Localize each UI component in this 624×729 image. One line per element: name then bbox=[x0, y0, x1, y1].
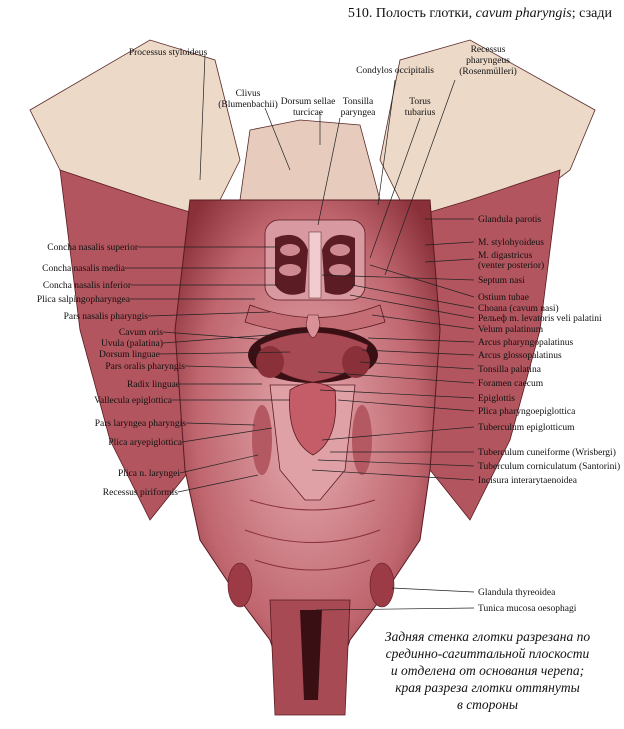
label-plica-n-laryngei: Plica n. laryngei bbox=[118, 469, 180, 479]
label-uvula: Uvula (palatina) bbox=[101, 339, 163, 349]
label-tunica-mucosa-oesophagi: Tunica mucosa oesophagi bbox=[478, 604, 577, 614]
label-concha-media: Concha nasalis media bbox=[42, 264, 125, 274]
label-cavum-oris: Cavum oris bbox=[118, 328, 163, 338]
label-pharyngeus: pharyngeus bbox=[466, 56, 510, 66]
label-processus-styloideus: Processus styloideus bbox=[128, 48, 208, 58]
label-m-stylohyoideus: M. stylohyoideus bbox=[478, 238, 544, 248]
label-tonsilla: Tonsilla bbox=[342, 97, 374, 107]
label-plica-pharyngoepiglottica: Plica pharyngoepiglottica bbox=[478, 407, 576, 417]
turbinate-left-1 bbox=[280, 244, 300, 256]
label-pars-oralis: Pars oralis pharyngis bbox=[105, 362, 185, 372]
tonsil-right bbox=[342, 346, 370, 378]
turbinate-right-1 bbox=[330, 244, 350, 256]
label-tuberculum-epiglotticum: Tuberculum epiglotticum bbox=[478, 423, 575, 433]
label-pars-nasalis: Pars nasalis pharyngis bbox=[63, 312, 148, 322]
label-dorsum-linguae: Dorsum linguae bbox=[99, 350, 160, 360]
label-concha-superior: Concha nasalis superior bbox=[47, 243, 138, 253]
label-pars-laryngea: Pars laryngea pharyngis bbox=[94, 419, 186, 429]
label-velum-palatinum: Velum palatinum bbox=[478, 325, 544, 335]
label-turcicae: turcicae bbox=[292, 108, 324, 118]
label-radix-linguae: Radix linguae bbox=[126, 380, 180, 390]
label-tonsilla-palatina: Tonsilla palatina bbox=[478, 365, 541, 375]
caption-line: в стороны bbox=[456, 697, 519, 712]
label-paryngea: paryngea bbox=[340, 108, 376, 118]
label-tuberculum-cuneiforme: Tuberculum cuneiforme (Wrisbergi) bbox=[478, 448, 616, 458]
skull-base-left bbox=[30, 40, 240, 220]
figure-number: 510. bbox=[347, 6, 373, 21]
label-choana: Choana (cavum nasi) bbox=[478, 304, 559, 314]
label-septum-nasi: Septum nasi bbox=[478, 276, 525, 286]
tonsil-left bbox=[256, 346, 284, 378]
label-condylos-occipitalis: Condylos occipitalis bbox=[356, 66, 434, 76]
label-ostium-tubae: Ostium tubae bbox=[478, 293, 529, 303]
figure-title-tail: ; сзади bbox=[571, 6, 612, 21]
label-incisura-interarytaenoidea: Incisura interarytaenoidea bbox=[478, 476, 577, 486]
label-plica-aryepiglottica: Plica aryepiglottica bbox=[108, 438, 182, 448]
label-tuberculum-corniculatum: Tuberculum corniculatum (Santorini) bbox=[478, 462, 621, 472]
label-tubarius: tubarius bbox=[404, 108, 436, 118]
label-recessus-piriformis: Recessus piriformis bbox=[102, 488, 178, 498]
label-relief-levatoris: Рельеф m. levatoris veli palatini bbox=[478, 314, 602, 324]
figure-title-ru: Полость глотки, bbox=[375, 6, 473, 21]
thyroid-left bbox=[228, 563, 252, 607]
label-clivus: Clivus bbox=[235, 89, 261, 99]
piriform-left bbox=[252, 405, 272, 475]
label-arcus-glossopalatinus: Arcus glossopalatinus bbox=[478, 351, 562, 361]
nasal-septum bbox=[309, 232, 321, 298]
figure-caption bbox=[360, 628, 615, 713]
label-epiglottis: Epiglottis bbox=[478, 394, 515, 404]
thyroid-right bbox=[370, 563, 394, 607]
label-glandula-thyreoidea: Glandula thyreoidea bbox=[478, 588, 556, 598]
label-foramen-caecum: Foramen caecum bbox=[478, 379, 544, 389]
label-plica-salpingopharyngea: Plica salpingopharyngea bbox=[36, 295, 130, 305]
label-torus: Torus bbox=[409, 97, 431, 107]
caption-line: края разреза глотки оттянуты bbox=[395, 680, 580, 695]
label-venter-posterior: (venter posterior) bbox=[478, 261, 545, 271]
turbinate-left-2 bbox=[279, 264, 301, 276]
label-concha-inferior: Concha nasalis inferior bbox=[42, 281, 131, 291]
caption-line: срединно-сагиттальной плоскости bbox=[385, 646, 590, 661]
label-rosenmulleri: (Rosenmülleri) bbox=[459, 67, 517, 77]
caption-line: Задняя стенка глотки разрезана по bbox=[384, 629, 591, 644]
label-m-digastricus: M. digastricus bbox=[478, 251, 533, 261]
label-vallecula: Vallecula epiglottica bbox=[94, 396, 172, 406]
turbinate-right-2 bbox=[329, 264, 351, 276]
leader-line bbox=[392, 588, 474, 592]
label-dorsum-sellae: Dorsum sellae bbox=[280, 97, 336, 107]
label-glandula-parotis: Glandula parotis bbox=[478, 215, 542, 225]
label-recessus: Recessus bbox=[470, 45, 506, 55]
piriform-right bbox=[352, 405, 372, 475]
caption-line: и отделена от основания черепа; bbox=[390, 663, 585, 678]
label-clivus-blumenbachii: (Blumenbachii) bbox=[218, 100, 278, 110]
figure-title-latin: cavum pharyngis bbox=[475, 6, 572, 21]
label-arcus-pharyngopalatinus: Arcus pharyngopalatinus bbox=[478, 338, 574, 348]
